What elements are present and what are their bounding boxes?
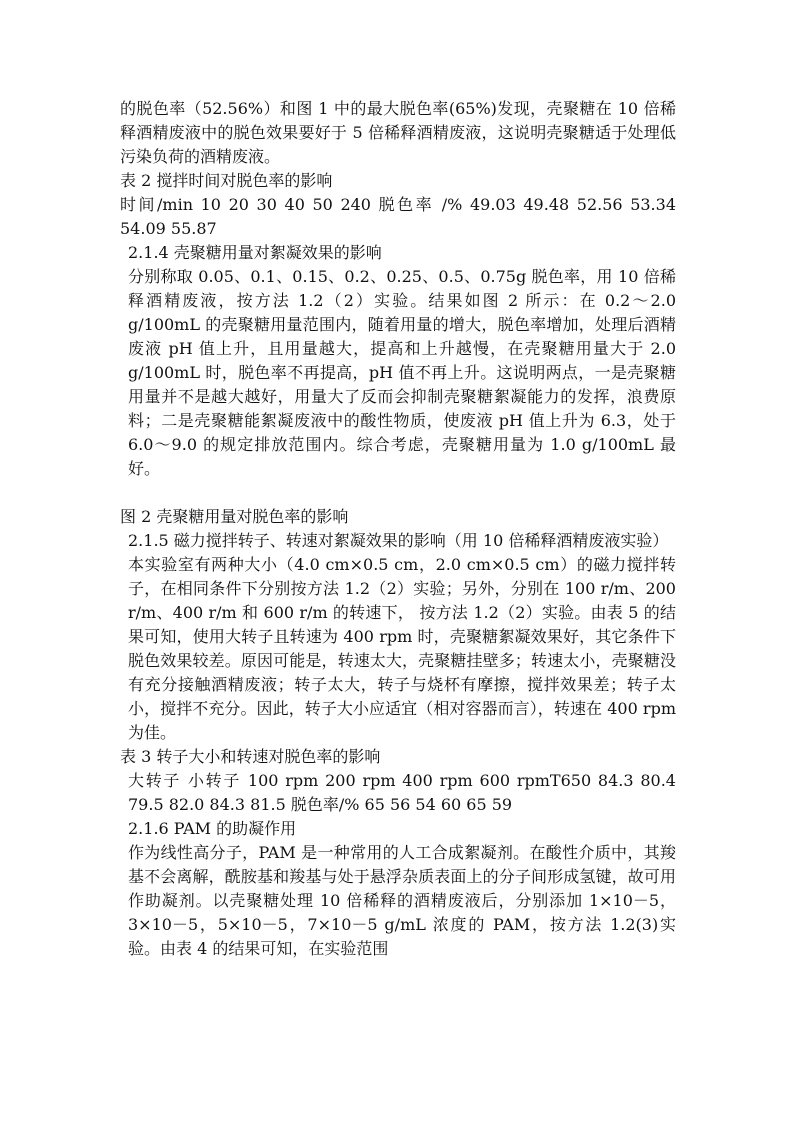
document-page — [120, 97, 676, 961]
paragraph-stirring-rotor: 本实验室有两种大小（4.0 cm×0.5 cm，2.0 cm×0.5 cm）的磁力搅拌转子，在相同条件下分别按方法 1.2（2）实验；另外，分别在 100 r/m、200 r/m、400 r/m 和 600 r/m 的转速下， 按方法 1.2（2）实验。由表 5 的结果可知，使用大转子且转速为 400 rpm 时，壳聚糖絮凝效果好，其它条件下脱色效果较差。原因可能是，转速太大，壳聚糖挂壁多；转速太小，壳聚糖没有充分接触酒精废液；转子太大，转子与烧杯有摩擦，搅拌效果差；转子太小，搅拌不充分。因此，转子大小应适宜（相对容器而言），转速在 400 rpm 为佳。 — [128, 555, 676, 742]
section-2-1-6-heading: 2.1.6 PAM 的助凝作用 — [128, 819, 297, 838]
figure-2-caption: 图 2 壳聚糖用量对脱色率的影响 — [120, 507, 349, 526]
table-2-data: 时间/min 10 20 30 40 50 240 脱色率 /% 49.03 49.48 52.56 53.34 54.09 55.87 — [120, 195, 676, 238]
paragraph-decolor-comparison: 的脱色率（52.56%）和图 1 中的最大脱色率(65%)发现，壳聚糖在 10 倍稀释酒精废液中的脱色效果要好于 5 倍稀释酒精废液，这说明壳聚糖适于处理低污染负荷的酒精废液。 — [120, 99, 676, 166]
table-3-data: 大转子 小转子 100 rpm 200 rpm 400 rpm 600 rpmT650 84.3 80.4 79.5 82.0 84.3 81.5 脱色率/% 65 56 54 60 65 59 — [128, 771, 676, 814]
table-3-caption: 表 3 转子大小和转速对脱色率的影响 — [120, 747, 381, 766]
figure-2-placeholder — [120, 481, 676, 505]
paragraph-chitosan-dosage: 分别称取 0.05、0.1、0.15、0.2、0.25、0.5、0.75g 脱色率，用 10 倍稀释酒精废液，按方法 1.2（2）实验。结果如图 2 所示：在 0.2～2.0 g/100mL 的壳聚糖用量范围内，随着用量的增大，脱色率增加，处理后酒精废液 pH 值上升，且用量越大，提高和上升越慢，在壳聚糖用量大于 2.0 g/100mL 时，脱色率不再提高，pH 值不再上升。这说明两点，一是壳聚糖用量并不是越大越好，用量大了反而会抑制壳聚糖絮凝能力的发挥，浪费原料；二是壳聚糖能絮凝废液中的酸性物质，使废液 pH 值上升为 6.3，处于 6.0～9.0 的规定排放范围内。综合考虑，壳聚糖用量为 1.0 g/100mL 最好。 — [128, 267, 676, 478]
section-2-1-4-heading: 2.1.4 壳聚糖用量对絮凝效果的影响 — [128, 243, 382, 262]
table-2-caption: 表 2 搅拌时间对脱色率的影响 — [120, 171, 333, 190]
section-2-1-5-heading: 2.1.5 磁力搅拌转子、转速对絮凝效果的影响（用 10 倍稀释酒精废液实验） — [128, 531, 669, 550]
paragraph-pam-coagulant: 作为线性高分子，PAM 是一种常用的人工合成絮凝剂。在酸性介质中，其羧基不会离解，酰胺基和羧基与处于悬浮杂质表面上的分子间形成氢键，故可用作助凝剂。以壳聚糖处理 10 倍稀释的酒精废液后，分别添加 1×10－5，3×10－5，5×10－5，7×10－5 g/mL 浓度的 PAM，按方法 1.2(3)实验。由表 4 的结果可知，在实验范围 — [128, 843, 676, 958]
